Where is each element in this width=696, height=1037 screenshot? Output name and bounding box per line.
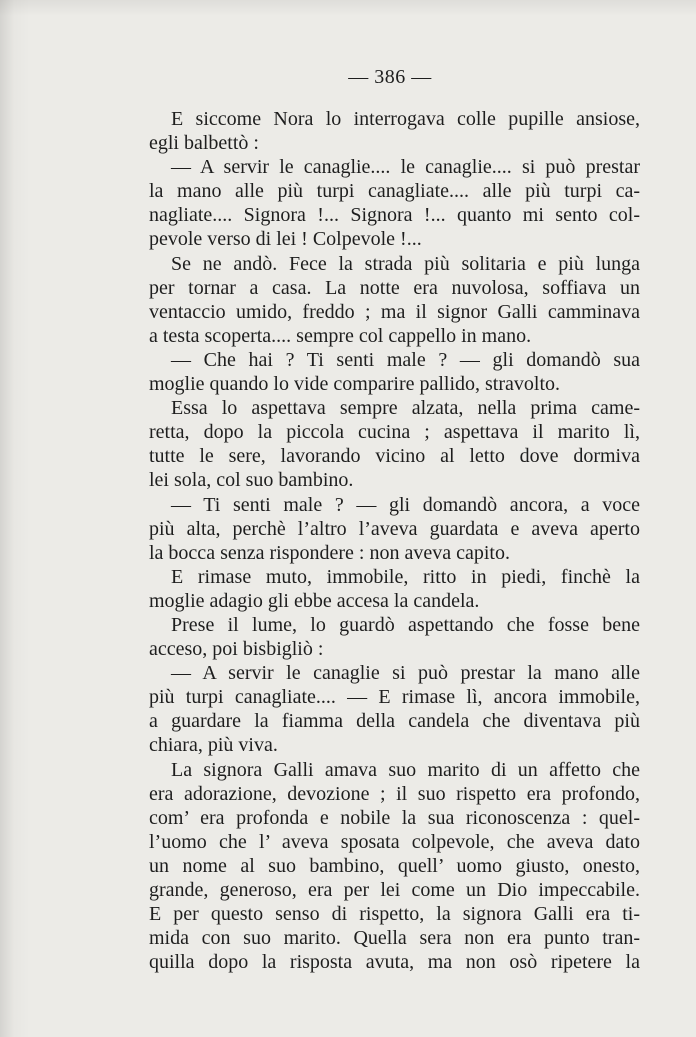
text-line: per tornar a casa. La notte era nuvolosa, soffiava un (149, 276, 640, 299)
text-line: com’ era profonda e nobile la sua riconoscenza : quel- (149, 806, 640, 829)
text-line: — Ti senti male ? — gli domandò ancora, a voce (171, 493, 640, 516)
text-line: quilla dopo la risposta avuta, ma non osò ripetere la (149, 951, 640, 974)
text-line: più alta, perchè l’altro l’aveva guardata e aveva aperto (149, 517, 640, 540)
text-line: Prese il lume, lo guardò aspettando che fosse bene (171, 613, 640, 636)
text-line: l’uomo che l’ aveva sposata colpevole, che aveva dato (149, 830, 640, 853)
text-line: egli balbettò : (149, 132, 259, 155)
text-line: — A servir le canaglie si può prestar la mano alle (171, 662, 640, 685)
text-line: retta, dopo la piccola cucina ; aspettava il marito lì, (149, 421, 640, 444)
text-line: ventaccio umido, freddo ; ma il signor Galli camminava (149, 300, 640, 323)
text-line: la mano alle più turpi canagliate.... alle più turpi ca- (149, 180, 640, 203)
text-line: era adorazione, devozione ; il suo rispetto era profondo, (149, 782, 640, 805)
text-line: E per questo senso di rispetto, la signora Galli era ti- (149, 903, 640, 926)
text-line: moglie adagio gli ebbe accesa la candela. (149, 589, 480, 612)
text-line: Essa lo aspettava sempre alzata, nella prima came- (171, 397, 640, 420)
text-line: pevole verso di lei ! Colpevole !... (149, 228, 422, 251)
text-line: — A servir le canaglie.... le canaglie.... si può prestar (171, 156, 640, 179)
text-line: un nome al suo bambino, quell’ uomo giusto, onesto, (149, 854, 640, 877)
text-line: E rimase muto, immobile, ritto in piedi, finchè la (171, 565, 640, 588)
text-line: la bocca senza rispondere : non aveva capito. (149, 541, 510, 564)
text-line: a guardare la fiamma della candela che diventava più (149, 710, 640, 733)
text-line: più turpi canagliate.... — E rimase lì, ancora immobile, (149, 686, 640, 709)
text-line: lei sola, col suo bambino. (149, 469, 354, 492)
text-line: moglie quando lo vide comparire pallido, stravolto. (149, 373, 561, 396)
text-line: mida con suo marito. Quella sera non era punto tran- (149, 927, 640, 950)
text-line: E siccome Nora lo interrogava colle pupille ansiose, (171, 108, 640, 130)
text-line: chiara, più viva. (149, 734, 278, 757)
text-line: acceso, poi bisbigliò : (149, 638, 324, 661)
text-line: tutte le sere, lavorando vicino al letto dove dormiva (149, 445, 640, 468)
text-line: — Che hai ? Ti senti male ? — gli domandò sua (171, 348, 640, 371)
text-line: La signora Galli amava suo marito di un affetto che (171, 758, 640, 781)
body-text (149, 107, 640, 974)
page-number: — 386 — (348, 66, 432, 88)
text-line: nagliate.... Signora !... Signora !... quanto mi sento col- (149, 204, 640, 227)
text-line: grande, generoso, era per lei come un Dio impeccabile. (149, 879, 640, 901)
text-line: a testa scoperta.... sempre col cappello in mano. (149, 324, 532, 347)
text-line: Se ne andò. Fece la strada più solitaria e più lunga (171, 252, 640, 275)
